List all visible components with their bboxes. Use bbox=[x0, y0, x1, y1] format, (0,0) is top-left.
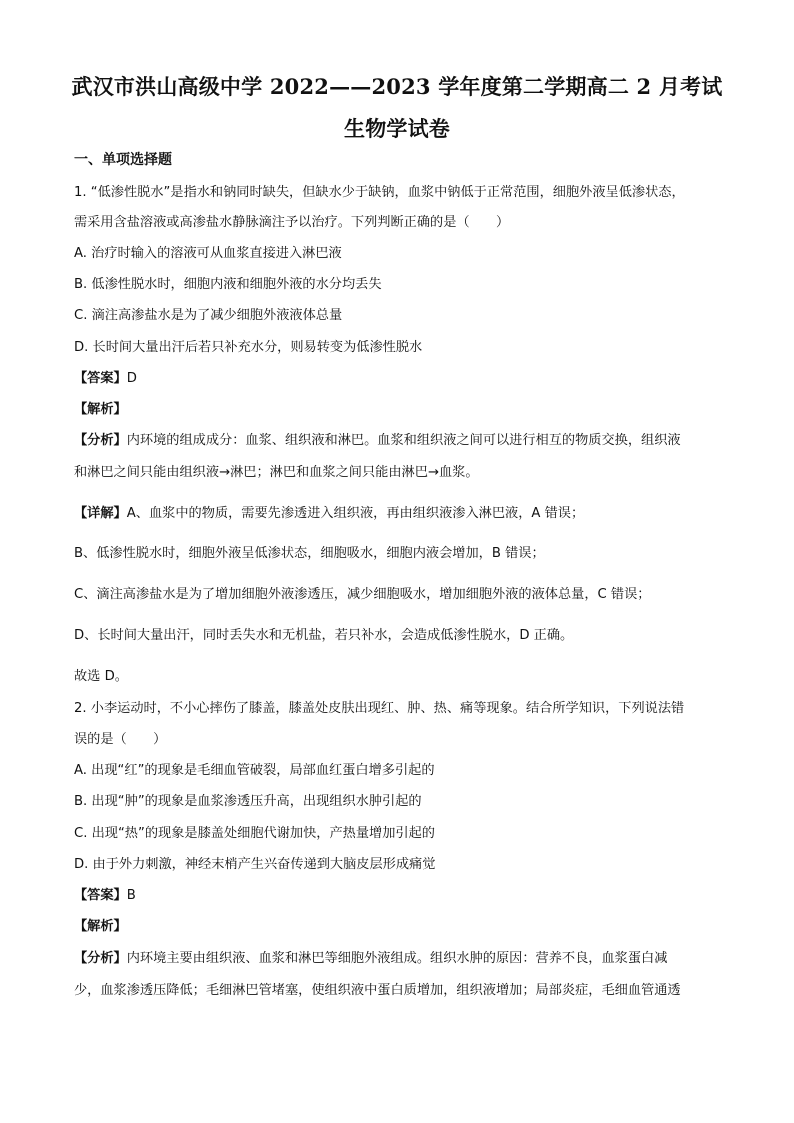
q2-stem-line-2: 误的是（ ） bbox=[74, 732, 167, 747]
q2-option-c: C. 出现“热”的现象是膝盖处细胞代谢加快，产热量增加引起的 bbox=[74, 826, 435, 841]
q1-answer bbox=[74, 370, 137, 388]
q1-detail-b: B、低渗性脱水时，细胞外液呈低渗状态，细胞吸水，细胞内液会增加，B 错误； bbox=[74, 546, 545, 561]
q1-analysis-line-2: 和淋巴之间只能由组织液→淋巴；淋巴和血浆之间只能由淋巴→血浆。 bbox=[74, 465, 479, 480]
q1-option-a: A. 治疗时输入的溶液可从血浆直接进入淋巴液 bbox=[74, 246, 342, 261]
q1-conclusion: 故选 D。 bbox=[74, 669, 128, 684]
section-heading: 一、单项选择题 bbox=[74, 152, 172, 168]
q2-stem-line-1: 2. 小李运动时，不小心摔伤了膝盖，膝盖处皮肤出现红、肿、热、痛等现象。结合所学知识，下列说法错 bbox=[74, 701, 685, 716]
answer-tag: 【答案】 bbox=[74, 888, 127, 903]
q2-option-a: A. 出现“红”的现象是毛细血管破裂，局部血红蛋白增多引起的 bbox=[74, 763, 435, 778]
q2-option-b: B. 出现“肿”的现象是血浆渗透压升高，出现组织水肿引起的 bbox=[74, 794, 422, 809]
answer-tag: 【答案】 bbox=[74, 371, 127, 386]
q2-analysis-line-2: 少，血浆渗透压降低；毛细淋巴管堵塞，使组织液中蛋白质增加，组织液增加；局部炎症，毛细血管通透 bbox=[74, 983, 681, 998]
q1-option-b: B. 低渗性脱水时，细胞内液和细胞外液的水分均丢失 bbox=[74, 277, 382, 292]
answer-value: D bbox=[126, 371, 137, 386]
analysis-text: 内环境的组成成分：血浆、组织液和淋巴。血浆和组织液之间可以进行相互的物质交换，组织液 bbox=[126, 433, 681, 448]
q1-option-d: D. 长时间大量出汗后若只补充水分，则易转变为低渗性脱水 bbox=[74, 340, 423, 355]
analysis-text: 内环境主要由组织液、血浆和淋巴等细胞外液组成。组织水肿的原因：营养不良，血浆蛋白减 bbox=[126, 951, 668, 966]
answer-value: B bbox=[126, 888, 136, 903]
analysis-tag: 【分析】 bbox=[74, 433, 127, 448]
analysis-tag: 【分析】 bbox=[74, 951, 127, 966]
q1-option-c: C. 滴注高渗盐水是为了减少细胞外液液体总量 bbox=[74, 308, 343, 323]
q1-detail-d: D、长时间大量出汗，同时丢失水和无机盐，若只补水，会造成低渗性脱水，D 正确。 bbox=[74, 628, 574, 643]
q1-jiexi-tag: 【解析】 bbox=[74, 402, 127, 417]
detail-text: A、血浆中的物质，需要先渗透进入组织液，再由组织液渗入淋巴液，A 错误； bbox=[126, 506, 585, 521]
detail-tag: 【详解】 bbox=[74, 506, 127, 521]
q2-answer bbox=[74, 887, 136, 905]
q2-option-d: D. 由于外力刺激，神经末梢产生兴奋传递到大脑皮层形成痛觉 bbox=[74, 857, 436, 872]
page-subtitle: 生物学试卷 bbox=[344, 116, 450, 141]
q1-stem-line-1: 1. “低渗性脱水”是指水和钠同时缺失，但缺水少于缺钠，血浆中钠低于正常范围，细胞外液呈低渗状态， bbox=[74, 185, 685, 200]
page-title: 武汉市洪山高级中学 2022——2023 学年度第二学期高二 2 月考试 bbox=[71, 74, 723, 99]
q1-analysis-line-1 bbox=[74, 432, 681, 450]
q1-detail-c: C、滴注高渗盐水是为了增加细胞外液渗透压，减少细胞吸水，增加细胞外液的液体总量，C 错误； bbox=[74, 587, 651, 602]
q2-analysis-line-1 bbox=[74, 950, 667, 968]
q1-detail-a bbox=[74, 505, 584, 523]
q1-stem-line-2: 需采用含盐溶液或高渗盐水静脉滴注予以治疗。下列判断正确的是（ ） bbox=[74, 215, 510, 230]
q2-jiexi-tag: 【解析】 bbox=[74, 919, 127, 934]
